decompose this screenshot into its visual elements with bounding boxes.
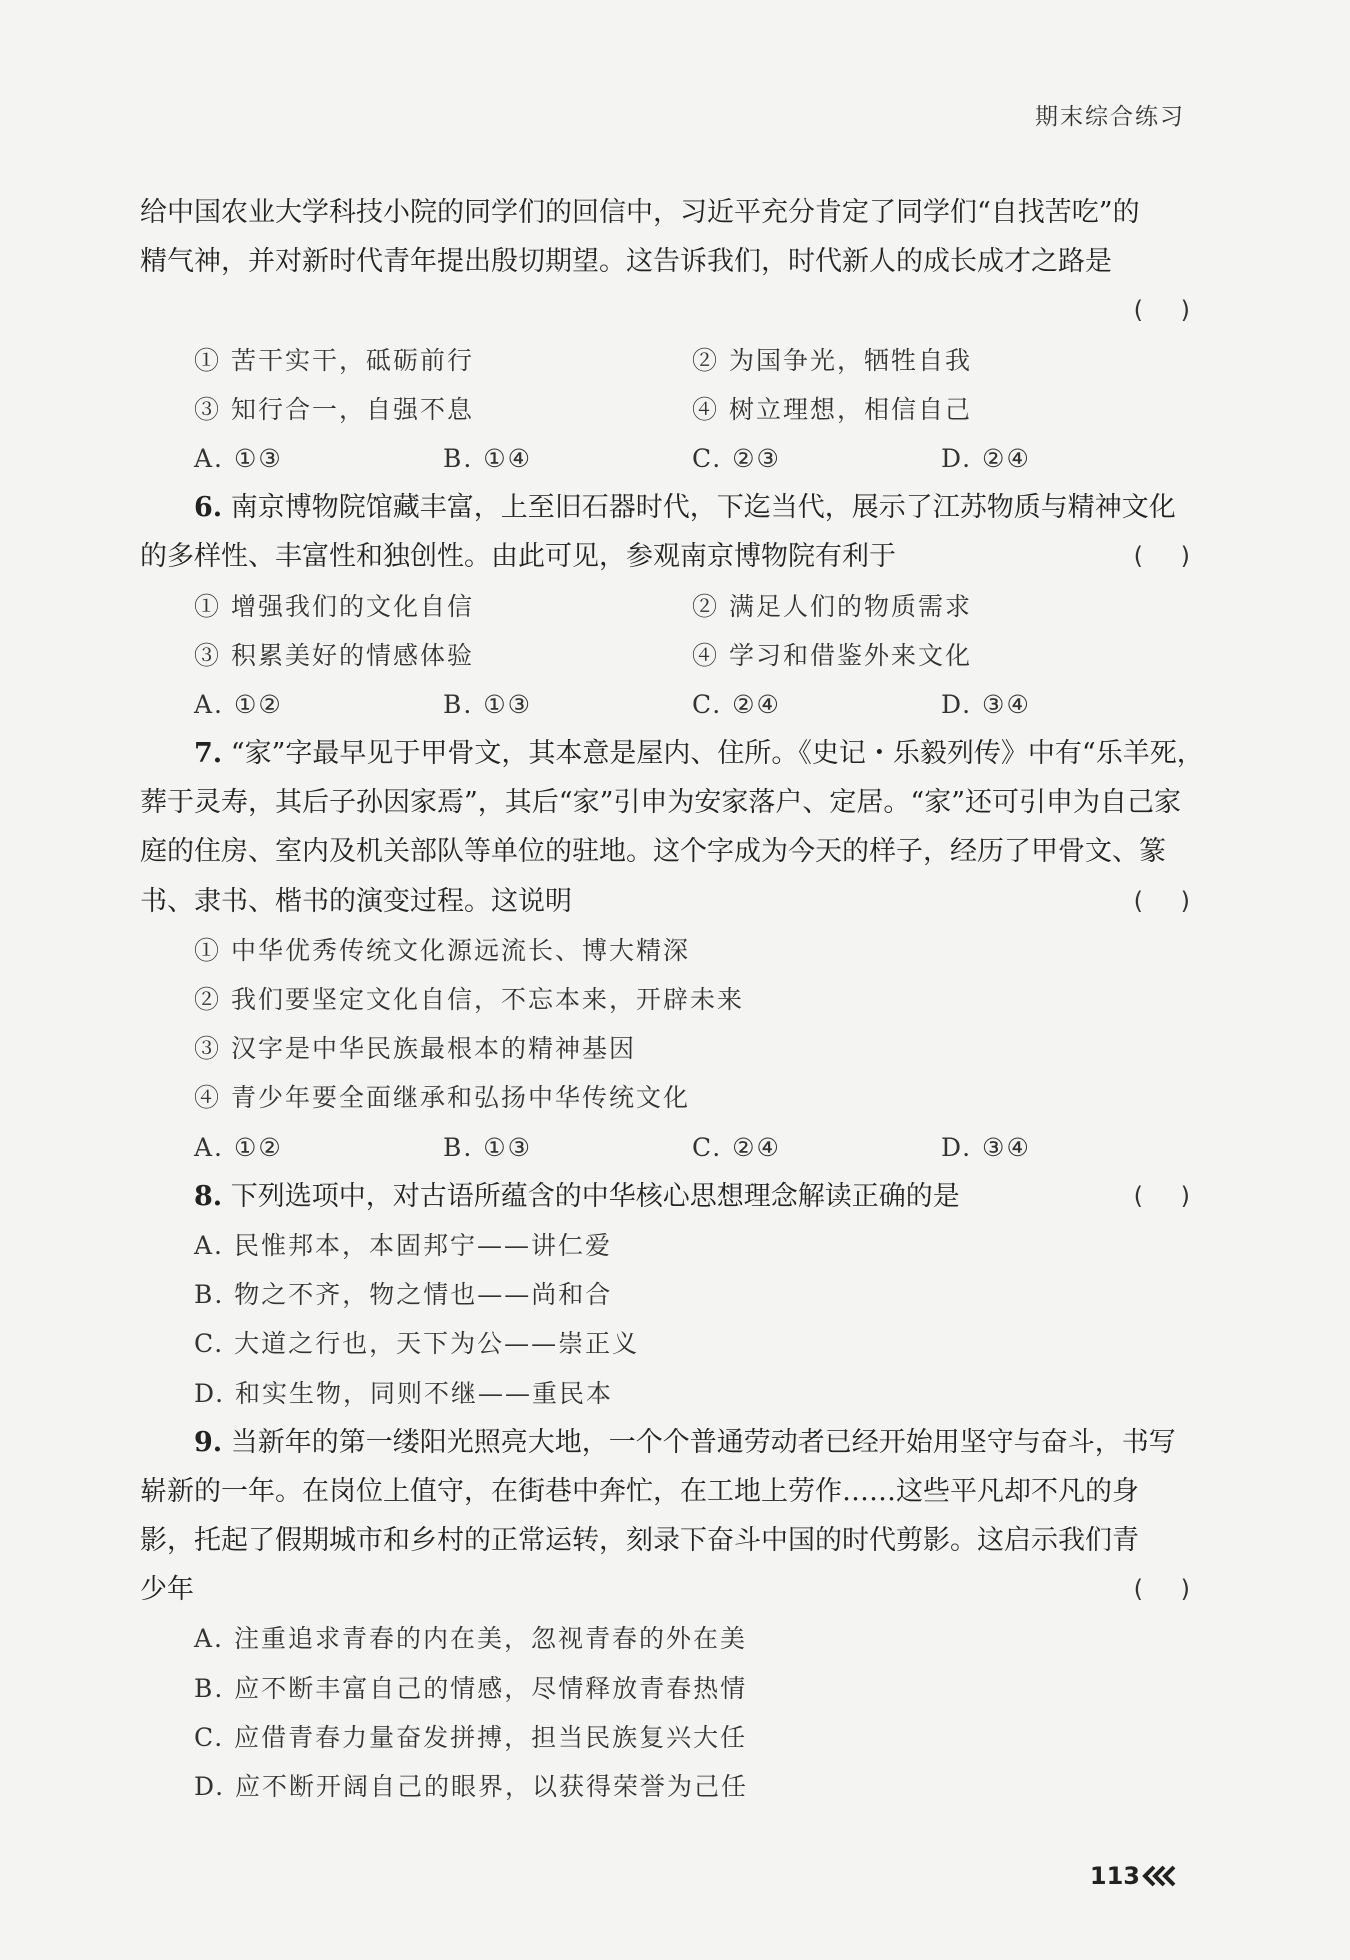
q6-line-2	[140, 532, 1190, 581]
q5-item: ① 苦干实干，砥砺前行	[194, 345, 474, 375]
answer-blank: ( )	[1133, 296, 1190, 325]
q9-line-1	[140, 1418, 1190, 1467]
q7-item: ① 中华优秀传统文化源远流长、博大精深	[194, 935, 690, 965]
q5-options	[140, 434, 1190, 483]
q6-items-row-2	[140, 631, 1190, 680]
q9-text: 少年	[140, 1574, 194, 1606]
q7-option-c: C. ②④	[692, 1132, 781, 1162]
q9-number: 9.	[194, 1426, 223, 1458]
q6-line-1	[140, 483, 1190, 532]
q7-option-a: A. ①②	[194, 1132, 283, 1162]
answer-blank: ( )	[1133, 1181, 1190, 1210]
answer-blank: ( )	[1133, 886, 1190, 915]
q6-item: ① 增强我们的文化自信	[194, 591, 474, 621]
q5-item: ③ 知行合一，自强不息	[194, 394, 474, 424]
page-number	[1090, 1862, 1180, 1890]
q7-options	[140, 1123, 1190, 1172]
q6-number: 6.	[194, 492, 223, 524]
q6-option-a: A. ①②	[194, 689, 283, 719]
q5-answer-line	[140, 286, 1190, 335]
q7-text: 书、隶书、楷书的演变过程。这说明	[140, 885, 572, 917]
q6-option-d: D. ③④	[941, 689, 1031, 719]
q8-text: 下列选项中，对古语所蕴含的中华核心思想理念解读正确的是	[230, 1180, 960, 1212]
q9-option-b: B. 应不断丰富自己的情感，尽情释放青春热情	[194, 1673, 748, 1703]
q5-items-row-1	[140, 336, 1190, 385]
q6-items-row-1	[140, 582, 1190, 631]
q7-line-2: 葬于灵寿，其后子孙因家焉”，其后“家”引申为安家落户、定居。“家”还可引申为自己家	[140, 787, 1182, 819]
q8-option-b: B. 物之不齐，物之情也——尚和合	[194, 1280, 613, 1310]
q7-text: “家”字最早见于甲骨文，其本意是屋内、住所。《史记・乐毅列传》中有“乐羊死，	[230, 738, 1204, 770]
q6-options	[140, 680, 1190, 729]
q9-option-d: D. 应不断开阔自己的眼界，以获得荣誉为己任	[194, 1772, 749, 1801]
q7-item: ④ 青少年要全面继承和弘扬中华传统文化	[194, 1083, 690, 1113]
q5-option-b: B. ①④	[443, 443, 533, 473]
answer-blank: ( )	[1133, 1575, 1190, 1604]
page-header-title: 期末综合练习	[1035, 104, 1185, 130]
q6-item: ② 满足人们的物质需求	[692, 591, 972, 621]
chevrons-left-icon	[1142, 1865, 1180, 1887]
q8-option-a: A. 民惟邦本，本固邦宁——讲仁爱	[194, 1230, 612, 1260]
q8-option-c: C. 大道之行也，天下为公——崇正义	[194, 1329, 640, 1359]
q7-item: ② 我们要坚定文化自信，不忘本来，开辟未来	[194, 985, 744, 1014]
q5-item: ④ 树立理想，相信自己	[692, 394, 972, 424]
q8-option-d: D. 和实生物，同则不继——重民本	[194, 1378, 614, 1408]
q9-line-2: 崭新的一年。在岗位上值守，在街巷中奔忙，在工地上劳作……这些平凡却不凡的身	[140, 1475, 1139, 1507]
q6-item: ④ 学习和借鉴外来文化	[692, 640, 972, 670]
q5-item: ② 为国争光，牺牲自我	[692, 345, 972, 375]
q8-line-1	[140, 1172, 1190, 1221]
q7-option-d: D. ③④	[941, 1132, 1031, 1162]
q5-option-c: C. ②③	[692, 443, 781, 473]
q7-item: ③ 汉字是中华民族最根本的精神基因	[194, 1034, 636, 1064]
q5-line-1: 给中国农业大学科技小院的同学们的回信中，习近平充分肯定了同学们“自找苦吃”的	[140, 197, 1140, 228]
q9-line-3: 影，托起了假期城市和乡村的正常运转，刻录下奋斗中国的时代剪影。这启示我们青	[140, 1525, 1139, 1557]
q9-text: 当新年的第一缕阳光照亮大地，一个个普通劳动者已经开始用坚守与奋斗，书写	[230, 1426, 1176, 1458]
q7-line-3: 庭的住房、室内及机关部队等单位的驻地。这个字成为今天的样子，经历了甲骨文、篆	[140, 836, 1166, 868]
q6-option-c: C. ②④	[692, 689, 781, 719]
q5-option-a: A. ①③	[194, 443, 283, 473]
q5-line-2: 精气神，并对新时代青年提出殷切期望。这告诉我们，时代新人的成长成才之路是	[140, 246, 1112, 278]
q8-number: 8.	[194, 1180, 223, 1212]
q6-text: 的多样性、丰富性和独创性。由此可见，参观南京博物院有利于	[140, 541, 896, 573]
q7-number: 7.	[194, 738, 223, 770]
q9-option-a: A. 注重追求青春的内在美，忽视青春的外在美	[194, 1624, 747, 1654]
answer-blank: ( )	[1133, 542, 1190, 571]
q6-item: ③ 积累美好的情感体验	[194, 640, 474, 670]
page-content	[140, 188, 1204, 1811]
q7-line-4	[140, 877, 1190, 926]
page-number-text: 113	[1089, 1862, 1140, 1890]
q7-line-1	[140, 729, 1204, 778]
q9-line-4	[140, 1565, 1190, 1614]
q5-option-d: D. ②④	[941, 443, 1031, 473]
q6-text: 南京博物院馆藏丰富，上至旧石器时代，下迄当代，展示了江苏物质与精神文化	[230, 492, 1176, 524]
q7-option-b: B. ①③	[443, 1132, 533, 1162]
q5-items-row-2	[140, 385, 1190, 434]
q9-option-c: C. 应借青春力量奋发拼搏，担当民族复兴大任	[194, 1722, 748, 1752]
q6-option-b: B. ①③	[443, 689, 533, 719]
